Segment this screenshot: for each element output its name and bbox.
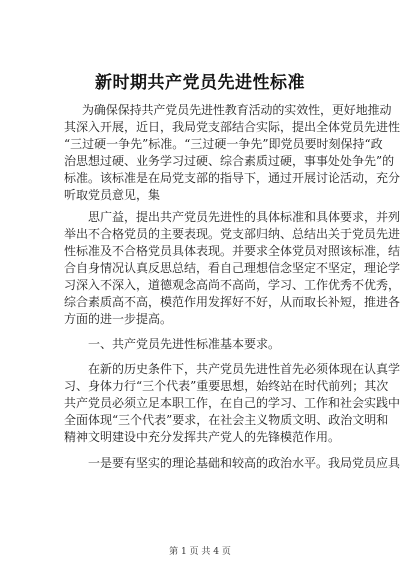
section-heading: 一、共产党员先进性标准基本要求。 [88, 337, 281, 351]
body-line: 习深入不深入，道德观念高尚不高尚，学习、工作优秀不优秀， [64, 278, 400, 292]
page-number-footer: 第 1 页 共 4 页 [169, 547, 231, 557]
body-line: 在新的历史条件下，共产党员先进性首先必须体现在认真学 [88, 362, 400, 376]
body-line: 听取党员意见，集 [64, 188, 161, 202]
body-line: 性标准及不合格党员具体表现。并要求全体党员对照该标准，结 [64, 244, 400, 258]
document-title: 新时期共产党员先进性标准 [95, 73, 305, 93]
body-line: 方面的进一步提高。 [64, 312, 173, 326]
body-line: 综合素质高不高，模范作用发挥好不好，从而取长补短，推进各 [64, 295, 400, 309]
body-line: 全面体现“三个代表”要求，在社会主义物质文明、政治文明和 [64, 413, 389, 427]
body-line: 思广益，提出共产党员先进性的具体标准和具体要求，并列 [88, 210, 400, 224]
body-line: 习、身体力行“三个代表”重要思想，始终站在时代前列；其次 [64, 379, 389, 393]
body-line: “三过硬一争先”标准。“三过硬一争先”即党员要时刻保持“政 [64, 137, 383, 151]
body-line: 一是要有坚实的理论基础和较高的政治水平。我局党员应具 [88, 456, 400, 470]
body-line: 标准。该标准是在局党支部的指导下，通过开展讨论活动，充分 [64, 171, 400, 185]
body-line: 合自身情况认真反思总结，看自己理想信念坚定不坚定，理论学 [64, 261, 400, 275]
body-line: 其深入开展，近日，我局党支部结合实际，提出全体党员先进性 [64, 120, 400, 134]
body-line: 精神文明建设中充分发挥共产党人的先锋模范作用。 [64, 430, 341, 444]
body-line: 举出不合格党员的主要表现。党支部归纳、总结出关于党员先进 [64, 227, 400, 241]
body-line: 治思想过硬、业务学习过硬、综合素质过硬，事事处处争先”的 [64, 154, 395, 168]
body-line: 共产党员必须立足本职工作，在自己的学习、工作和社会实践中 [64, 396, 400, 410]
body-line: 为确保保持共产党员先进性教育活动的实效性，更好地推动 [82, 103, 392, 117]
